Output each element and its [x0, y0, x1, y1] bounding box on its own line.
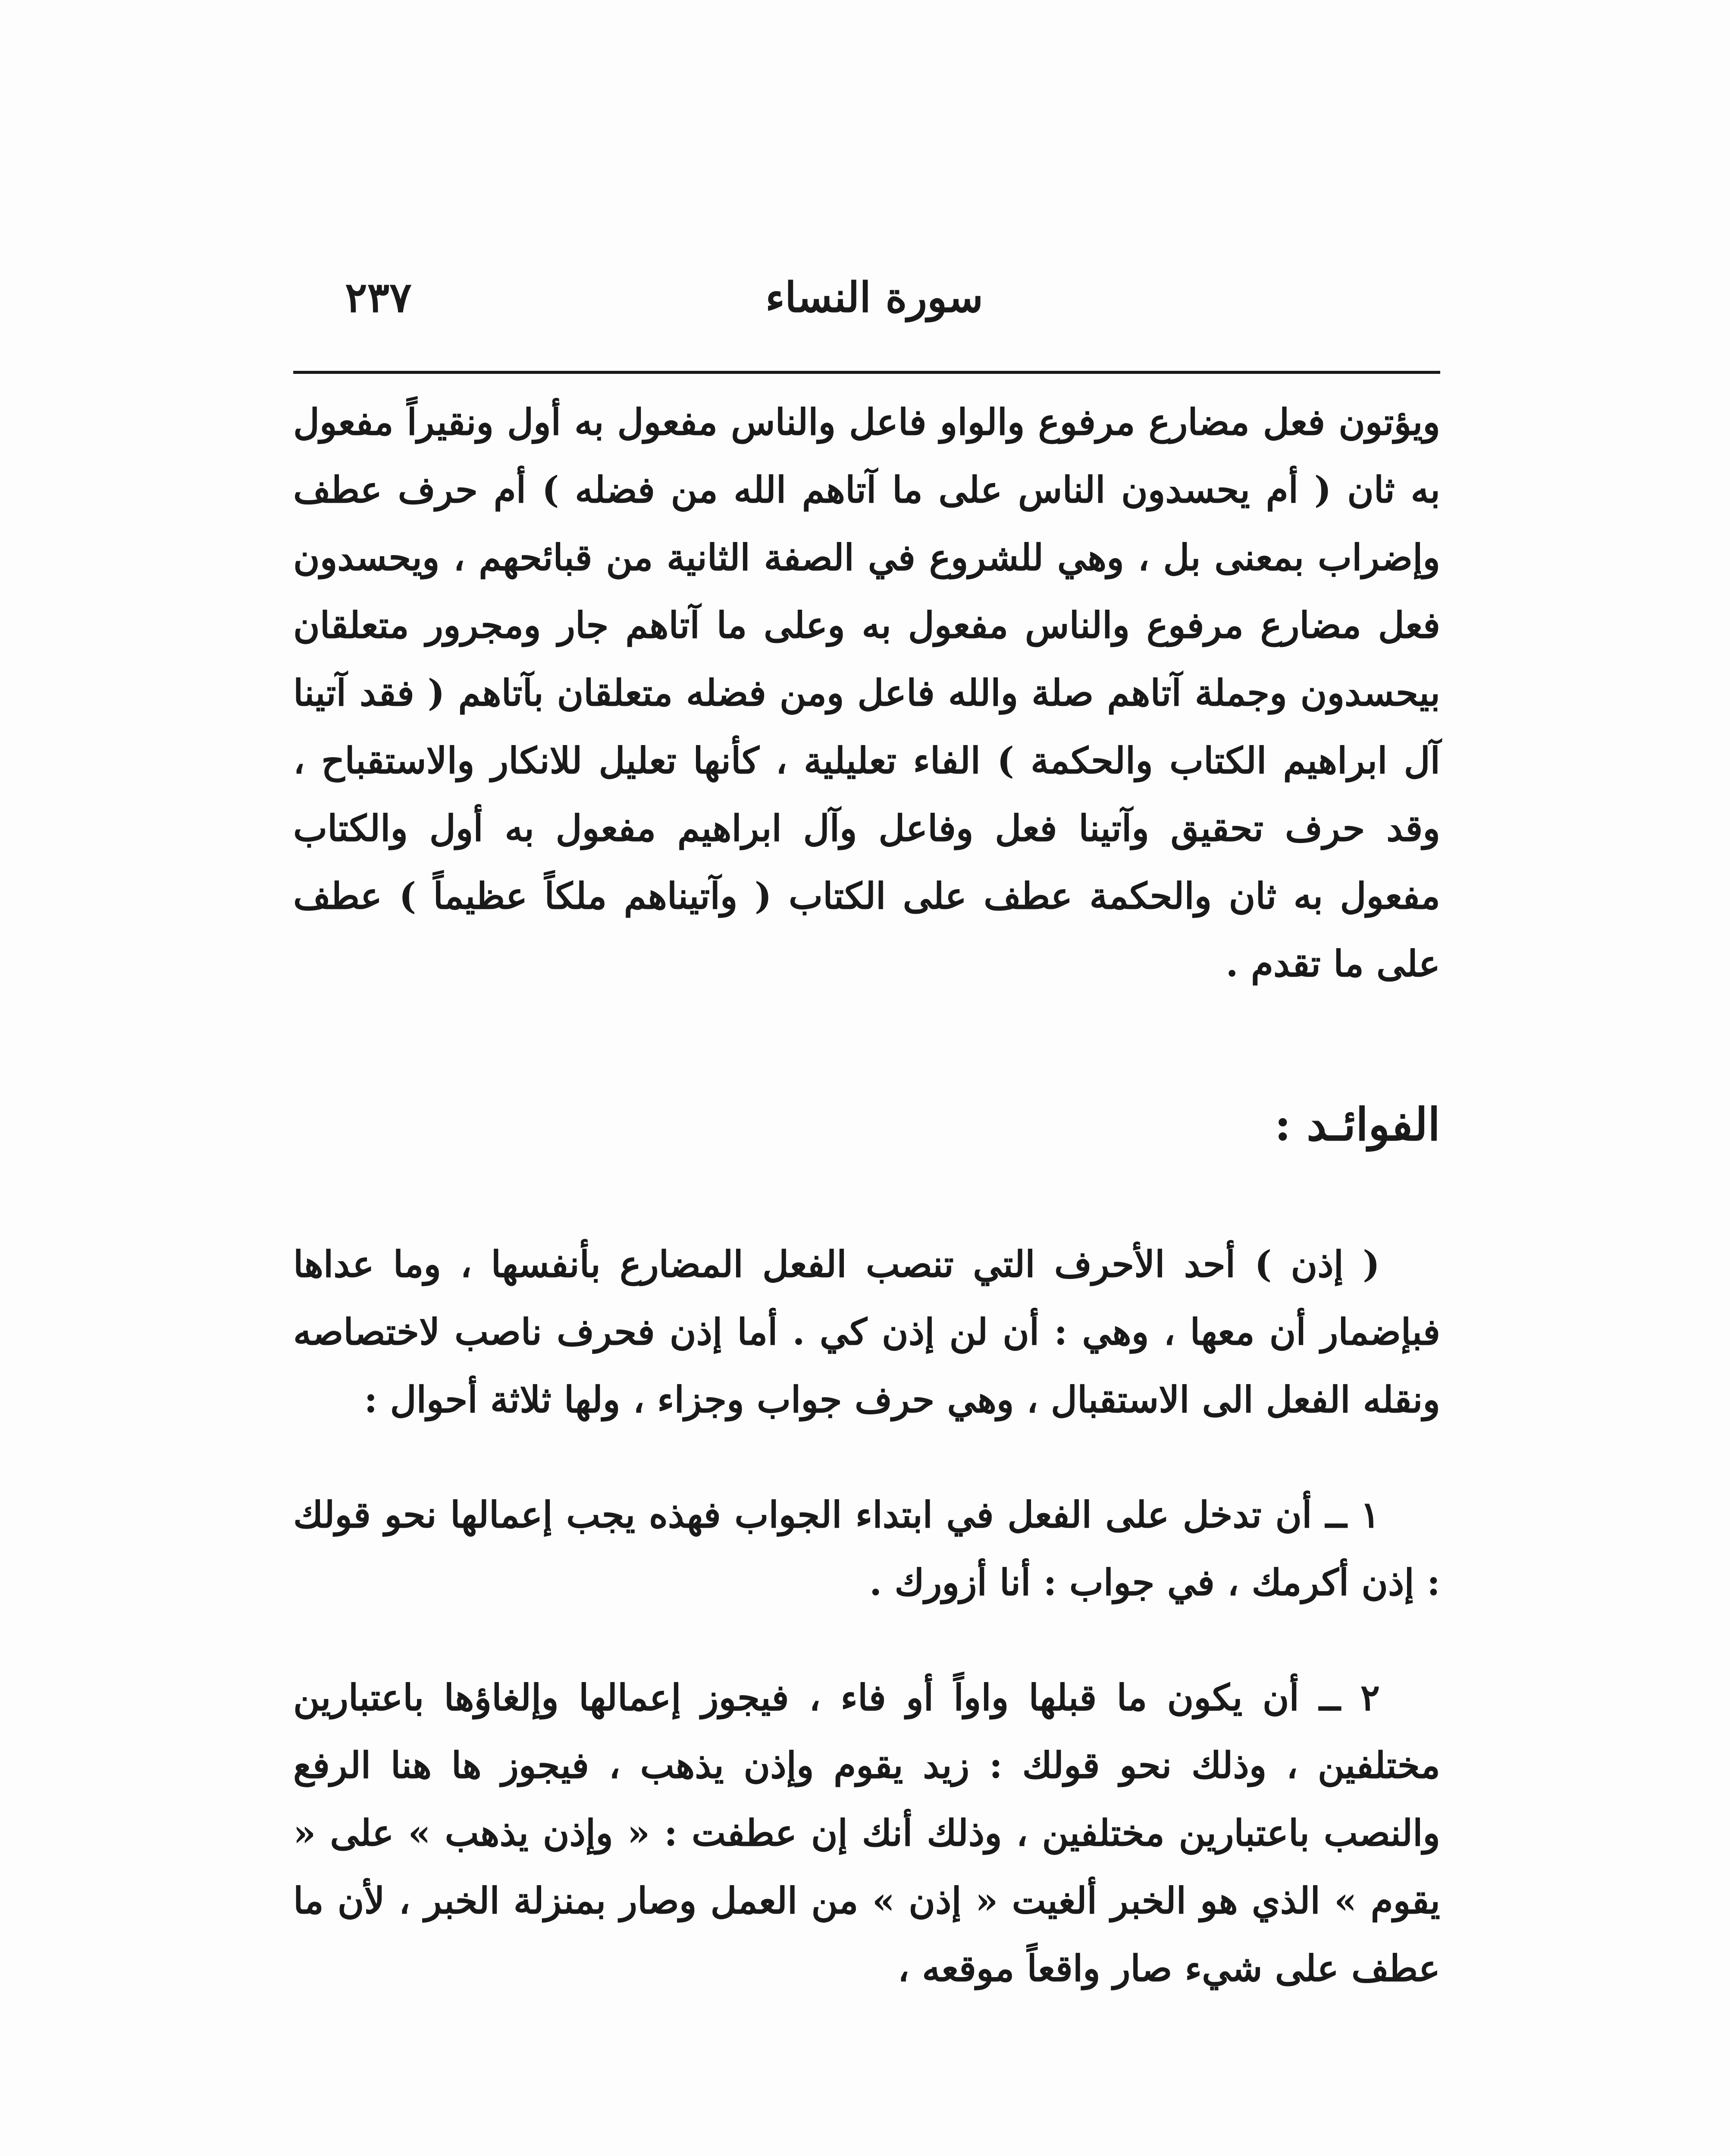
header-rule: [293, 371, 1440, 374]
surah-title: سورة النساء: [765, 273, 983, 322]
page-body: [293, 388, 1440, 2002]
case-1-paragraph: ١ ــ أن تدخل على الفعل في ابتداء الجواب فهذه يجب إعمالها نحو قولك : إذن أكرمك ، في جواب : أنا أزورك .: [293, 1493, 1440, 1604]
spacer: [293, 997, 1440, 1090]
intro-paragraph: ويؤتون فعل مضارع مرفوع والواو فاعل والناس مفعول به أول ونقيراً مفعول به ثان ( أم يحسدون الناس على ما آتاهم الله من فضله ) أم حرف عطف وإضراب بمعنى بل ، وهي للشروع في الصفة الثانية من قبائحهم ، ويحسدون فعل مضارع مرفوع والناس مفعول به وعلى ما آتاهم جار ومجرور متعلقان بيحسدون وجملة آتاهم صلة والله فاعل ومن فضله متعلقان بآتاهم ( فقد آتينا آل ابراهيم الكتاب والحكمة ) الفاء تعليلية ، كأنها تعليل للانكار والاستقباح ، وقد حرف تحقيق وآتينا فعل وفاعل وآل ابراهيم مفعول به أول والكتاب مفعول به ثان والحكمة عطف على الكتاب ( وآتيناهم ملكاً عظيماً ) عطف على ما تقدم .: [293, 401, 1440, 985]
spacer: [293, 1433, 1440, 1481]
case-2-paragraph: ٢ ــ أن يكون ما قبلها واواً أو فاء ، فيجوز إعمالها وإلغاؤها باعتبارين مختلفين ، وذلك نحو قولك : زيد يقوم وإذن يذهب ، فيجوز ها هنا الرفع والنصب باعتبارين مختلفين ، وذلك أنك إن عطفت : « وإذن يذهب » على « يقوم » الذي هو الخبر ألغيت « إذن » من العمل وصار بمنزلة الخبر ، لأن ما عطف على شيء صار واقعاً موقعه ،: [293, 1676, 1440, 1990]
spacer: [293, 1616, 1440, 1664]
spacer: [293, 1159, 1440, 1230]
page-number: ٢٣٧: [345, 273, 412, 322]
benefits-paragraph: ( إذن ) أحد الأحرف التي تنصب الفعل المضارع بأنفسها ، وما عداها فبإضمار أن معها ، وهي : أن لن إذن كي . أما إذن فحرف ناصب لاختصاصه ونقله الفعل الى الاستقبال ، وهي حرف جواب وجزاء ، ولها ثلاثة أحوال :: [293, 1243, 1440, 1421]
section-heading: الفوائـد :: [1274, 1098, 1440, 1151]
page-header: [293, 267, 1440, 328]
